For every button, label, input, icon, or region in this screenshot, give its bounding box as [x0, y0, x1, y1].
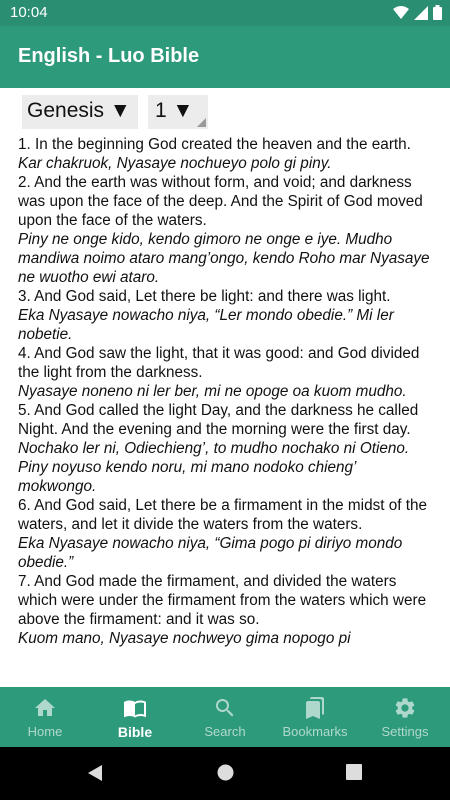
verse-luo: Nyasaye noneno ni ler ber, mi ne opoge oa kuom mudho. — [18, 383, 407, 400]
verse-english: 1. In the beginning God created the heaven and the earth. — [18, 136, 411, 153]
status-bar — [0, 0, 450, 26]
book-icon — [123, 696, 147, 720]
dropdown-arrow-icon: ▼ — [172, 99, 194, 122]
nav-bookmarks[interactable] — [270, 687, 360, 747]
nav-search[interactable] — [180, 687, 270, 747]
verse-item[interactable] — [18, 344, 438, 401]
verse-item[interactable] — [18, 572, 438, 648]
verse-english: 6. And God said, Let there be a firmament in the midst of the waters, and let it divide the waters from the waters. — [18, 497, 427, 533]
nav-bible[interactable] — [90, 687, 180, 747]
book-dropdown-value: Genesis — [27, 99, 105, 122]
battery-icon — [433, 5, 442, 20]
dropdown-arrow-icon: ▼ — [109, 99, 131, 122]
nav-settings[interactable] — [360, 687, 450, 747]
verse-item[interactable] — [18, 287, 438, 344]
nav-label: Search — [204, 724, 246, 739]
chapter-dropdown[interactable] — [148, 95, 208, 129]
chapter-dropdown-value: 1 — [155, 99, 167, 122]
gear-icon — [393, 696, 417, 720]
selector-row — [0, 88, 450, 132]
verse-luo: Kuom mano, Nyasaye nochweyo gima nopogo pi — [18, 630, 351, 647]
app-title: English - Luo Bible — [18, 45, 200, 67]
system-nav-bar — [0, 747, 450, 800]
verse-english: 3. And God said, Let there be light: and there was light. — [18, 288, 391, 305]
status-icons — [393, 5, 442, 20]
verse-luo: Nochako ler ni, Odiechieng’, to mudho nochako ni Otieno. Piny noyuso kendo noru, mi mano nodoko chieng’ mokwongo. — [18, 440, 410, 495]
search-icon — [213, 696, 237, 720]
verse-english: 7. And God made the firmament, and divided the waters which were under the firmament from the waters which were above the firmament: and it was so. — [18, 573, 427, 628]
verse-list[interactable] — [0, 132, 450, 687]
nav-label: Bible — [117, 724, 153, 740]
verse-luo: Piny ne onge kido, kendo gimoro ne onge e iye. Mudho mandiwa noimo ataro mang’ongo, kendo Roho mar Nyasaye ne wuotho ewi ataro. — [18, 231, 430, 286]
verse-item[interactable] — [18, 401, 438, 496]
status-time: 10:04 — [10, 4, 48, 21]
recents-icon[interactable] — [346, 764, 362, 780]
bookmarks-icon — [303, 696, 327, 720]
signal-icon — [414, 6, 428, 20]
verse-item[interactable] — [18, 135, 438, 173]
wifi-icon — [393, 6, 409, 20]
app-bar — [0, 26, 450, 88]
home-circle-icon[interactable] — [217, 764, 234, 781]
verse-english: 2. And the earth was without form, and void; and darkness was upon the face of the deep. And the Spirit of God moved upon the face of the waters. — [18, 174, 423, 229]
back-icon[interactable] — [86, 764, 104, 782]
verse-english: 4. And God saw the light, that it was good: and God divided the light from the darkness. — [18, 345, 420, 381]
verse-english: 5. And God called the light Day, and the darkness he called Night. And the evening and the morning were the first day. — [18, 402, 419, 438]
dropdown-corner-icon — [197, 118, 206, 127]
verse-luo: Eka Nyasaye nowacho niya, “Ler mondo obedie.” Mi ler nobetie. — [18, 307, 394, 343]
verse-item[interactable] — [18, 496, 438, 572]
verse-luo: Kar chakruok, Nyasaye nochueyo polo gi piny. — [18, 155, 332, 172]
nav-label: Settings — [381, 724, 429, 739]
verse-item[interactable] — [18, 173, 438, 287]
nav-home[interactable] — [0, 687, 90, 747]
bottom-nav — [0, 687, 450, 747]
nav-label: Bookmarks — [282, 724, 348, 739]
home-icon — [33, 696, 57, 720]
nav-label: Home — [27, 724, 63, 739]
verse-luo: Eka Nyasaye nowacho niya, “Gima pogo pi diriyo mondo obedie.” — [18, 535, 403, 571]
book-dropdown[interactable] — [22, 95, 138, 129]
